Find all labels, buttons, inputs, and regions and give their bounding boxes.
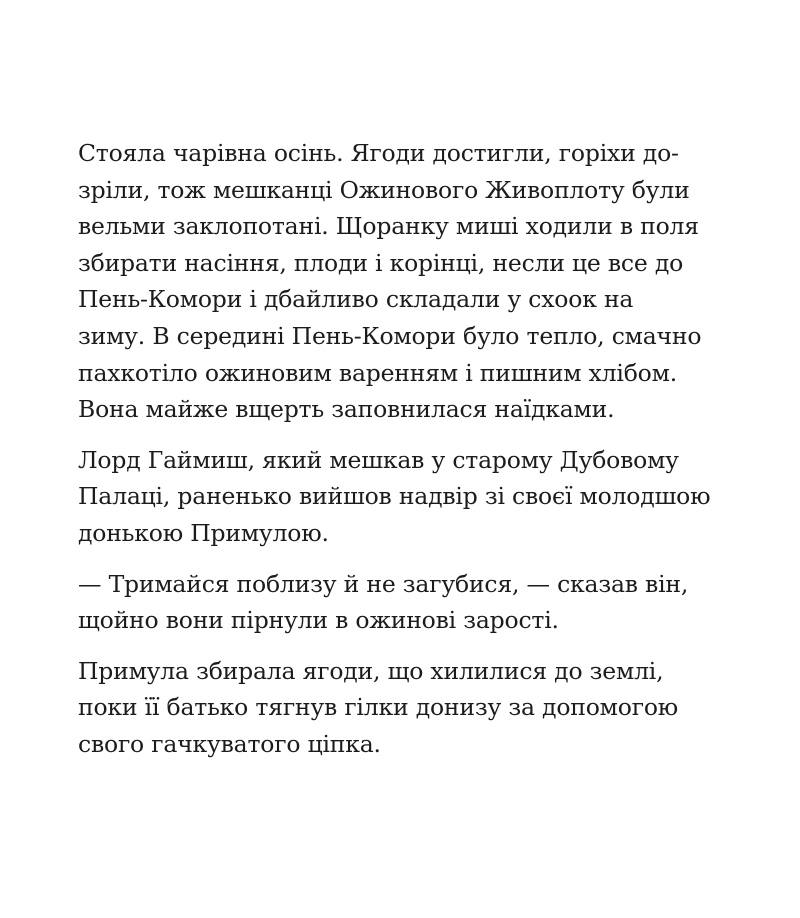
text-line: донькою Примулою. (78, 518, 329, 547)
text-line: Стояла чарівна осінь. Ягоди достигли, горіхи до- (78, 139, 679, 167)
paragraph-berries (78, 653, 738, 763)
text-line: зріли, тож мешканці Ожинового Живоплоту були (78, 175, 690, 204)
story-text (78, 135, 738, 777)
text-line: вельми заклопотані. Щоранку миші ходили в поля (78, 212, 699, 241)
text-line: свого гачкуватого ціпка. (78, 729, 381, 758)
text-line: Палаці, раненько вийшов надвір зі своєї молодшою (78, 482, 711, 511)
text-line: поки її батько тягнув гілки донизу за допомогою (78, 693, 679, 722)
text-line: Пень-Комори і дбайливо складали у схоок на (78, 285, 634, 314)
text-line: збирати насіння, плоди і корінці, несли це все до (78, 248, 684, 277)
text-line: зиму. В середині Пень-Комори було тепло, смачно (78, 321, 702, 350)
text-line: — Тримайся поблизу й не загубися, — сказав він, (78, 569, 689, 598)
text-line: пахкотіло ожиновим варенням і пишним хлібом. (78, 358, 677, 387)
paragraph-lord (78, 442, 738, 552)
text-line: Примула збирала ягоди, що хилилися до землі, (78, 656, 664, 685)
paragraph-dialogue (78, 566, 738, 639)
paragraph-autumn (78, 135, 738, 428)
text-line: Вона майже вщерть заповнилася наїдками. (78, 395, 615, 424)
text-line: щойно вони пірнули в ожинові зарості. (78, 606, 559, 635)
text-line: Лорд Гаймиш, який мешкав у старому Дубовому (78, 445, 679, 474)
